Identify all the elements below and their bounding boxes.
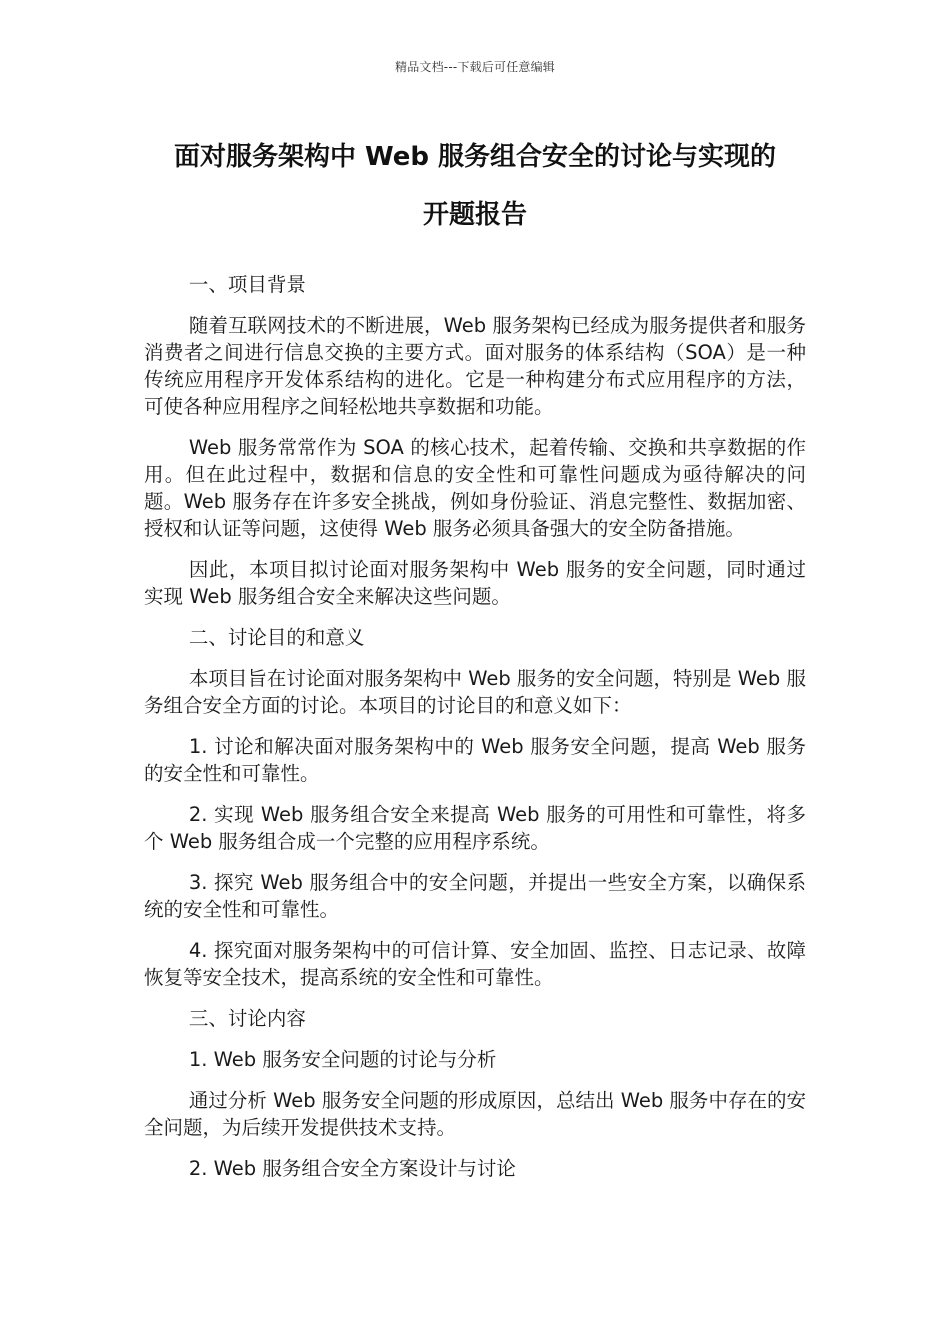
paragraph: 本项目旨在讨论面对服务架构中 Web 服务的安全问题，特别是 Web 服务组合安全方面的讨论。本项目的讨论目的和意义如下： bbox=[144, 667, 806, 717]
section-heading-content: 三、讨论内容 bbox=[188, 1007, 306, 1030]
list-item: 3. 探究 Web 服务组合中的安全问题，并提出一些安全方案，以确保系统的安全性和可靠性。 bbox=[144, 871, 806, 921]
list-item: 4. 探究面对服务架构中的可信计算、安全加固、监控、日志记录、故障恢复等安全技术，提高系统的安全性和可靠性。 bbox=[144, 939, 806, 989]
section-heading-background: 一、项目背景 bbox=[188, 273, 306, 296]
title-line-1: 面对服务架构中 Web 服务组合安全的讨论与实现的 bbox=[173, 142, 777, 172]
paragraph: Web 服务常常作为 SOA 的核心技术，起着传输、交换和共享数据的作用。但在此过程中，数据和信息的安全性和可靠性问题成为亟待解决的问题。Web 服务存在许多安全挑战，例如身份验证、消息完整性、数据加密、授权和认证等问题，这使得 Web 服务必须具备强大的安全防备措施。 bbox=[144, 436, 806, 540]
paragraph: 随着互联网技术的不断进展，Web 服务架构已经成为服务提供者和服务消费者之间进行信息交换的主要方式。面对服务的体系结构（SOA）是一种传统应用程序开发体系结构的进化。它是一种构建分布式应用程序的方法，可使各种应用程序之间轻松地共享数据和功能。 bbox=[144, 314, 806, 418]
header-note: 精品文档---下载后可任意编辑 bbox=[395, 60, 555, 74]
paragraph: 因此，本项目拟讨论面对服务架构中 Web 服务的安全问题，同时通过实现 Web 服务组合安全来解决这些问题。 bbox=[144, 558, 806, 608]
paragraph: 通过分析 Web 服务安全问题的形成原因，总结出 Web 服务中存在的安全问题，为后续开发提供技术支持。 bbox=[144, 1089, 806, 1139]
section-heading-purpose: 二、讨论目的和意义 bbox=[188, 626, 365, 649]
list-item: 1. 讨论和解决面对服务架构中的 Web 服务安全问题，提高 Web 服务的安全性和可靠性。 bbox=[144, 735, 806, 785]
document-body bbox=[144, 271, 806, 1196]
subsection-heading: 2. Web 服务组合安全方案设计与讨论 bbox=[188, 1157, 516, 1180]
title-line-2: 开题报告 bbox=[422, 200, 527, 230]
document-title bbox=[120, 128, 830, 244]
subsection-heading: 1. Web 服务安全问题的讨论与分析 bbox=[188, 1048, 497, 1071]
list-item: 2. 实现 Web 服务组合安全来提高 Web 服务的可用性和可靠性，将多个 Web 服务组合成一个完整的应用程序系统。 bbox=[144, 803, 806, 853]
